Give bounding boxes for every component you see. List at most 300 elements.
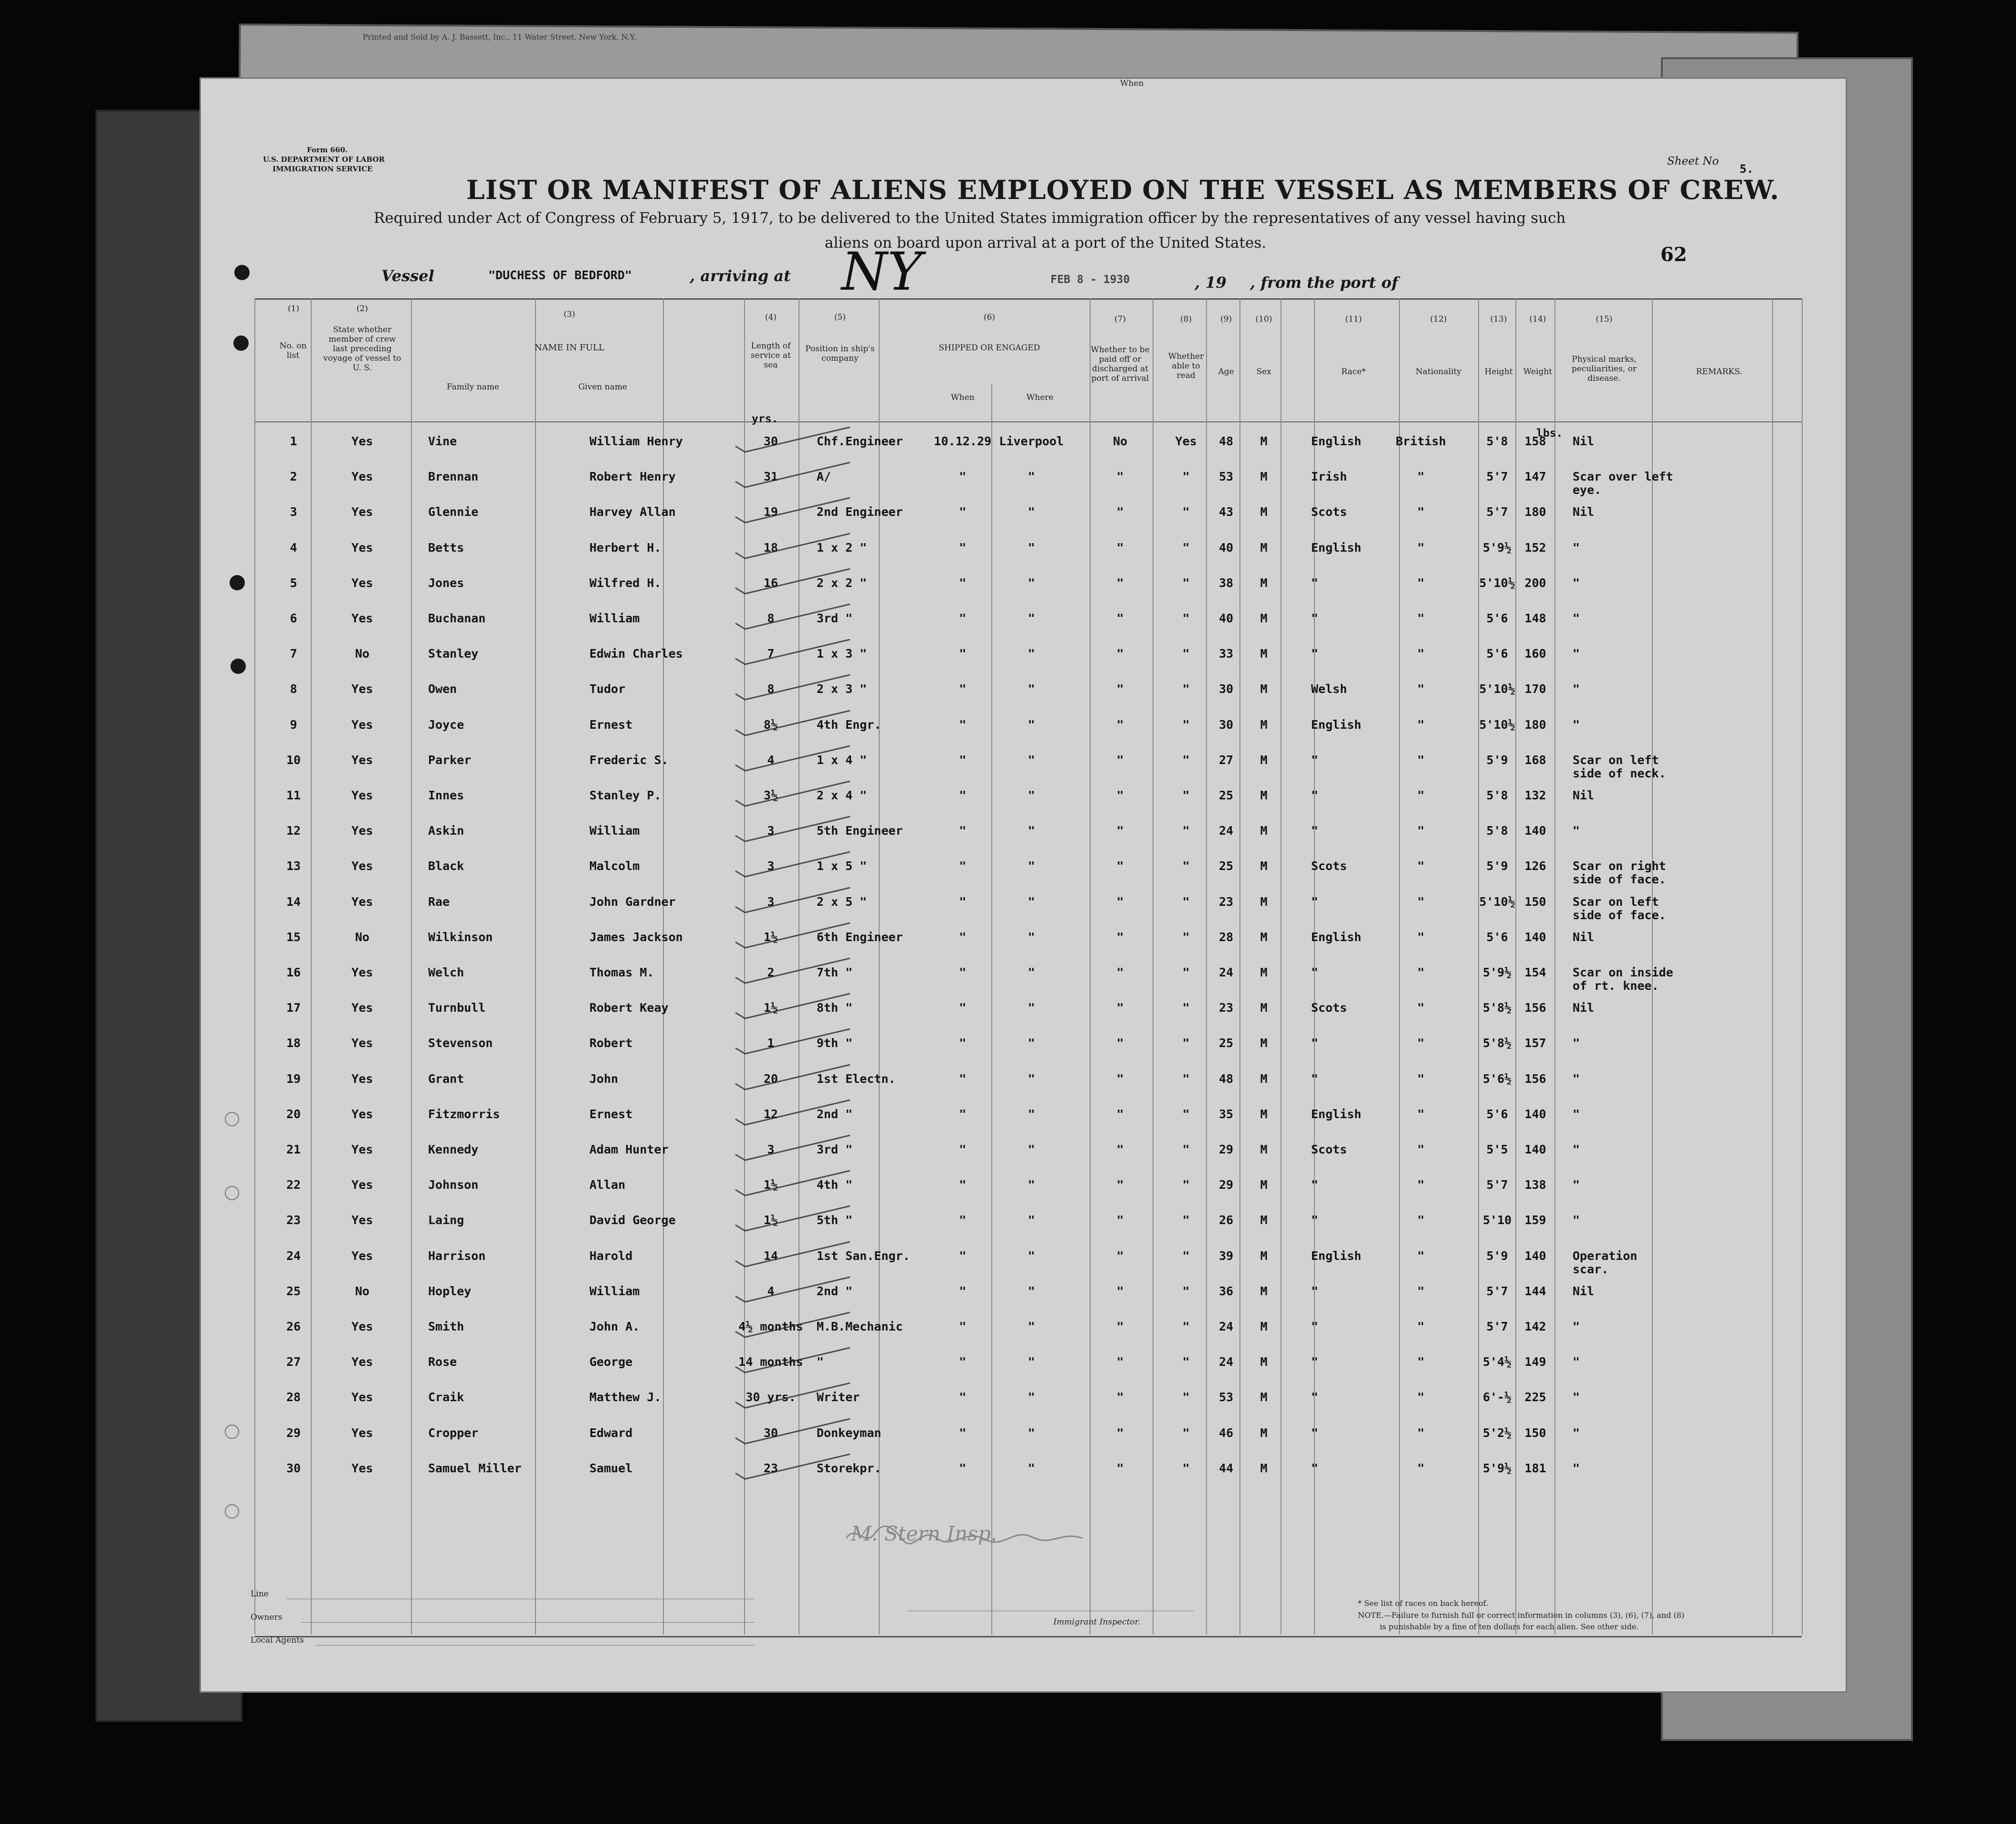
- able-to-read-cell: ": [1182, 1390, 1190, 1404]
- given-name-cell: Harvey Allan: [589, 505, 676, 519]
- race-cell: ": [1311, 895, 1319, 909]
- col-number-2: (2): [356, 304, 368, 314]
- race-cell: ": [1311, 965, 1319, 979]
- given-name-cell: Stanley P.: [589, 788, 662, 802]
- form-number: Form 660.: [307, 146, 348, 154]
- height-cell: 5'8: [1486, 434, 1508, 448]
- service-length-cell: 2: [767, 965, 775, 979]
- race-cell: Scots: [1311, 1143, 1347, 1156]
- binding-hole: [230, 575, 245, 590]
- physical-marks-cell: ": [1573, 682, 1580, 696]
- physical-marks-cell: Nil: [1573, 1284, 1595, 1298]
- age-cell: 25: [1218, 859, 1234, 873]
- given-name-cell: Frederic S.: [589, 753, 669, 767]
- age-cell: 33: [1218, 647, 1234, 660]
- weight-cell: 144: [1524, 1284, 1546, 1298]
- header-length-service: Length of service at sea: [751, 341, 791, 370]
- owners-rule: [301, 1622, 755, 1623]
- from-port-label: , from the port of: [1250, 273, 1398, 292]
- weight-cell: 140: [1524, 1107, 1546, 1121]
- nationality-cell: ": [1417, 647, 1425, 660]
- weight-cell: 140: [1524, 824, 1546, 838]
- position-cell: 3rd ": [817, 1143, 853, 1156]
- able-to-read-cell: ": [1182, 753, 1190, 767]
- nationality-cell: ": [1417, 1001, 1425, 1015]
- physical-marks-cell: Operation: [1573, 1249, 1638, 1263]
- height-cell: 5'10½: [1479, 718, 1515, 732]
- physical-marks-cell: Scar on left: [1573, 753, 1659, 767]
- nationality-cell: British: [1396, 434, 1446, 448]
- race-cell: ": [1311, 1390, 1319, 1404]
- engaged-when-cell: ": [959, 1107, 966, 1121]
- height-cell: 5'8½: [1482, 1001, 1512, 1015]
- height-cell: 5'7: [1486, 1178, 1508, 1192]
- age-cell: 48: [1218, 434, 1234, 448]
- height-cell: 5'9½: [1482, 1461, 1512, 1475]
- family-name-cell: Brennan: [428, 470, 479, 483]
- engaged-when-cell: 10.12.29: [934, 434, 992, 448]
- printer-line: Printed and Sold by A. J. Bassett, Inc., 11 Water Street, New York, N.Y.: [363, 32, 637, 42]
- engaged-when-cell: ": [959, 1001, 966, 1015]
- column-divider: [411, 298, 412, 1635]
- checkmark-stroke: [735, 746, 850, 771]
- height-cell: 5'9½: [1482, 541, 1512, 555]
- given-name-cell: Edward: [589, 1426, 633, 1440]
- checkmark-stroke: [735, 1383, 850, 1408]
- previous-voyage-cell: Yes: [351, 541, 373, 555]
- col-number-12: (12): [1430, 314, 1447, 324]
- family-name-cell: Innes: [428, 788, 464, 802]
- nationality-cell: ": [1417, 1426, 1425, 1440]
- able-to-read-cell: ": [1182, 682, 1190, 696]
- paid-off-cell: ": [1116, 1001, 1124, 1015]
- header-when-label: When: [951, 393, 975, 402]
- service-length-cell: 7: [767, 647, 775, 660]
- race-cell: Scots: [1311, 859, 1347, 873]
- nationality-cell: ": [1417, 1143, 1425, 1156]
- row-number-cell: 9: [290, 718, 297, 732]
- col-number-9: (9): [1220, 314, 1232, 324]
- date-stamp: FEB 8 - 1930: [1050, 273, 1130, 286]
- sex-cell: M: [1260, 718, 1268, 732]
- able-to-read-cell: ": [1182, 1249, 1190, 1263]
- engaged-when-cell: ": [959, 718, 966, 732]
- sex-cell: M: [1260, 930, 1268, 944]
- header-sex: Sex: [1256, 367, 1271, 377]
- checkmark-stroke: [735, 1312, 850, 1337]
- height-cell: 5'6: [1486, 611, 1508, 625]
- header-given-name: Given name: [578, 382, 628, 392]
- physical-marks-line2-cell: scar.: [1573, 1262, 1609, 1276]
- able-to-read-cell: ": [1182, 1213, 1190, 1227]
- physical-marks-cell: ": [1573, 824, 1580, 838]
- owners-label: Owners: [251, 1613, 283, 1622]
- col-number-3: (3): [563, 310, 576, 319]
- paid-off-cell: ": [1116, 788, 1124, 802]
- col-number-13: (13): [1490, 314, 1507, 324]
- position-cell: 1 x 2 ": [817, 541, 867, 555]
- column-divider: [663, 298, 664, 1635]
- paid-off-cell: ": [1116, 1284, 1124, 1298]
- nationality-cell: ": [1417, 965, 1425, 979]
- able-to-read-cell: ": [1182, 1036, 1190, 1050]
- checkmark-stroke: [735, 1419, 850, 1444]
- engaged-where-cell: ": [1028, 824, 1035, 838]
- family-name-cell: Fitzmorris: [428, 1107, 500, 1121]
- race-cell: English: [1311, 1249, 1362, 1263]
- paid-off-cell: ": [1116, 470, 1124, 483]
- service-length-cell: 12: [763, 1107, 778, 1121]
- able-to-read-cell: ": [1182, 1461, 1190, 1475]
- given-name-cell: Adam Hunter: [589, 1143, 669, 1156]
- paid-off-cell: ": [1116, 859, 1124, 873]
- binding-hole: [225, 1186, 239, 1200]
- sex-cell: M: [1260, 1284, 1268, 1298]
- signature-text: M. Stern Insp.: [851, 1522, 998, 1545]
- given-name-cell: Ernest: [589, 718, 633, 732]
- previous-voyage-cell: No: [355, 1284, 370, 1298]
- col-number-15: (15): [1596, 314, 1613, 324]
- previous-voyage-cell: Yes: [351, 1390, 373, 1404]
- family-name-cell: Vine: [428, 434, 457, 448]
- given-name-cell: John A.: [589, 1320, 640, 1333]
- column-divider: [1802, 298, 1803, 1635]
- nationality-cell: ": [1417, 541, 1425, 555]
- physical-marks-cell: Nil: [1573, 505, 1595, 519]
- engaged-where-cell: ": [1028, 611, 1035, 625]
- able-to-read-cell: ": [1182, 859, 1190, 873]
- height-cell: 5'8½: [1482, 1036, 1512, 1050]
- physical-marks-cell: ": [1573, 1107, 1580, 1121]
- engaged-when-cell: ": [959, 1249, 966, 1263]
- paid-off-cell: ": [1116, 718, 1124, 732]
- position-cell: 3rd ": [817, 611, 853, 625]
- position-cell: 8th ": [817, 1001, 853, 1015]
- engaged-where-cell: ": [1028, 1426, 1035, 1440]
- service-length-cell: 3½: [763, 788, 778, 802]
- checkmark-stroke: [735, 994, 853, 1018]
- checkmark-stroke: [735, 1100, 853, 1125]
- paid-off-cell: ": [1116, 895, 1124, 909]
- physical-marks-cell: Scar over left: [1573, 470, 1673, 483]
- vessel-label: Vessel: [381, 267, 434, 285]
- family-name-cell: Jones: [428, 576, 464, 590]
- subtitle-line-1: Required under Act of Congress of February 5, 1917, to be delivered to the United States immigration officer by the representatives of any vessel having such: [374, 210, 1566, 227]
- checkmark-stroke: [735, 1029, 853, 1054]
- engaged-where-cell: ": [1028, 1320, 1035, 1333]
- engaged-when-cell: ": [959, 1355, 966, 1369]
- checkmark-stroke: [735, 1348, 850, 1373]
- service-length-cell: 18: [763, 541, 778, 555]
- height-cell: 5'10: [1482, 1213, 1512, 1227]
- previous-voyage-cell: Yes: [351, 1213, 373, 1227]
- service-length-cell: 16: [763, 576, 778, 590]
- service-length-cell: 20: [763, 1072, 778, 1086]
- inspector-signature: [841, 1519, 1090, 1552]
- height-cell: 5'6: [1486, 1107, 1508, 1121]
- engaged-where-cell: ": [1028, 647, 1035, 660]
- race-cell: ": [1311, 1284, 1319, 1298]
- engaged-when-cell: ": [959, 541, 966, 555]
- checkmark-stroke: [735, 604, 853, 629]
- service-length-cell: 1½: [763, 1001, 778, 1015]
- header-paid-off: Whether to be paid off or discharged at port of arrival: [1091, 345, 1150, 383]
- engaged-when-cell: ": [959, 788, 966, 802]
- able-to-read-cell: ": [1182, 1107, 1190, 1121]
- position-cell: 5th ": [817, 1213, 853, 1227]
- service-length-cell: 3: [767, 895, 775, 909]
- weight-cell: 156: [1524, 1072, 1546, 1086]
- height-cell: 5'6: [1486, 647, 1508, 660]
- height-cell: 5'10½: [1479, 895, 1515, 909]
- physical-marks-line2-cell: side of neck.: [1573, 766, 1666, 780]
- engaged-when-cell: ": [959, 576, 966, 590]
- row-number-cell: 26: [286, 1320, 301, 1333]
- weight-cell: 159: [1524, 1213, 1546, 1227]
- engaged-when-cell: ": [959, 470, 966, 483]
- engaged-where-cell: ": [1028, 1072, 1035, 1086]
- nationality-cell: ": [1417, 718, 1425, 732]
- col-number-10: (10): [1255, 314, 1272, 324]
- col-number-7: (7): [1114, 314, 1126, 324]
- weight-cell: 157: [1524, 1036, 1546, 1050]
- race-cell: ": [1311, 1213, 1319, 1227]
- unit-years: yrs.: [752, 413, 778, 425]
- paid-off-cell: ": [1116, 647, 1124, 660]
- penalty-note-1: NOTE.—Failure to furnish full or correct information in columns (3), (6), (7), and (8): [1358, 1611, 1685, 1620]
- able-to-read-cell: ": [1182, 718, 1190, 732]
- family-name-cell: Johnson: [428, 1178, 479, 1192]
- checkmark-stroke: [735, 1135, 853, 1160]
- nationality-cell: ": [1417, 1355, 1425, 1369]
- sex-cell: M: [1260, 1355, 1268, 1369]
- previous-voyage-cell: Yes: [351, 434, 373, 448]
- previous-voyage-cell: Yes: [351, 859, 373, 873]
- row-number-cell: 1: [290, 434, 297, 448]
- previous-voyage-cell: Yes: [351, 1355, 373, 1369]
- header-physical-marks: Physical marks, peculiarities, or disease.: [1571, 355, 1637, 383]
- binding-hole: [225, 1425, 239, 1439]
- previous-voyage-cell: Yes: [351, 1249, 373, 1263]
- physical-marks-cell: Scar on left: [1573, 895, 1659, 909]
- physical-marks-line2-cell: side of face.: [1573, 872, 1666, 886]
- sheet-number: 5.: [1740, 162, 1754, 176]
- given-name-cell: David George: [589, 1213, 676, 1227]
- row-number-cell: 22: [286, 1178, 301, 1192]
- paid-off-cell: ": [1116, 1107, 1124, 1121]
- weight-cell: 180: [1524, 718, 1546, 732]
- engaged-when-cell: ": [959, 1036, 966, 1050]
- paid-off-cell: No: [1113, 434, 1128, 448]
- previous-voyage-cell: Yes: [351, 753, 373, 767]
- family-name-cell: Samuel Miller: [428, 1461, 522, 1475]
- engaged-when-cell: ": [959, 930, 966, 944]
- sex-cell: M: [1260, 576, 1268, 590]
- race-cell: ": [1311, 824, 1319, 838]
- previous-voyage-cell: Yes: [351, 788, 373, 802]
- position-cell: Writer: [817, 1390, 860, 1404]
- position-cell: M.B.Mechanic: [817, 1320, 903, 1333]
- header-weight: Weight: [1523, 367, 1553, 377]
- row-number-cell: 30: [286, 1461, 301, 1475]
- race-cell: Scots: [1311, 505, 1347, 519]
- physical-marks-cell: ": [1573, 1390, 1580, 1404]
- height-cell: 5'4½: [1482, 1355, 1512, 1369]
- family-name-cell: Rose: [428, 1355, 457, 1369]
- paid-off-cell: ": [1116, 1426, 1124, 1440]
- engaged-where-cell: ": [1028, 753, 1035, 767]
- engaged-when-cell: ": [959, 965, 966, 979]
- previous-voyage-cell: Yes: [351, 1001, 373, 1015]
- weight-cell: 200: [1524, 576, 1546, 590]
- given-name-cell: Edwin Charles: [589, 647, 683, 660]
- able-to-read-cell: ": [1182, 788, 1190, 802]
- family-name-cell: Black: [428, 859, 464, 873]
- engaged-where-cell: ": [1028, 965, 1035, 979]
- column-divider: [1515, 298, 1516, 1635]
- able-to-read-cell: ": [1182, 647, 1190, 660]
- previous-voyage-cell: Yes: [351, 1036, 373, 1050]
- family-name-cell: Grant: [428, 1072, 464, 1086]
- engaged-where-cell: ": [1028, 505, 1035, 519]
- column-divider: [1399, 298, 1400, 1635]
- row-number-cell: 14: [286, 895, 301, 909]
- service-length-cell: 3: [767, 1143, 775, 1156]
- nationality-cell: ": [1417, 1249, 1425, 1263]
- nationality-cell: ": [1417, 1072, 1425, 1086]
- binding-hole: [225, 1112, 239, 1126]
- weight-cell: 225: [1524, 1390, 1546, 1404]
- sex-cell: M: [1260, 788, 1268, 802]
- position-cell: 6th Engineer: [817, 930, 903, 944]
- position-cell: 1 x 5 ": [817, 859, 867, 873]
- weight-cell: 156: [1524, 1001, 1546, 1015]
- paid-off-cell: ": [1116, 1178, 1124, 1192]
- engaged-where-cell: ": [1028, 682, 1035, 696]
- header-position: Position in ship's company: [805, 344, 875, 363]
- age-cell: 28: [1218, 930, 1234, 944]
- service-length-cell: 14: [763, 1249, 778, 1263]
- engaged-where-cell: ": [1028, 1001, 1035, 1015]
- given-name-cell: John: [589, 1072, 619, 1086]
- given-name-cell: Robert Keay: [589, 1001, 669, 1015]
- able-to-read-cell: ": [1182, 541, 1190, 555]
- race-cell: ": [1311, 611, 1319, 625]
- header-member-prev-voyage: State whether member of crew last preceding voyage of vessel to U. S.: [323, 325, 401, 373]
- checkmark-stroke: [735, 498, 850, 523]
- family-name-cell: Harrison: [428, 1249, 486, 1263]
- family-name-cell: Turnbull: [428, 1001, 486, 1015]
- sex-cell: M: [1260, 1072, 1268, 1086]
- race-cell: ": [1311, 1426, 1319, 1440]
- weight-cell: 132: [1524, 788, 1546, 802]
- able-to-read-cell: ": [1182, 965, 1190, 979]
- engaged-where-cell: ": [1028, 1143, 1035, 1156]
- age-cell: 26: [1218, 1213, 1234, 1227]
- service-length-cell: 1½: [763, 930, 778, 944]
- family-name-cell: Owen: [428, 682, 457, 696]
- checkmark-stroke: [735, 1065, 850, 1090]
- age-cell: 24: [1218, 1320, 1234, 1333]
- engaged-when-cell: ": [959, 1178, 966, 1192]
- weight-cell: 140: [1524, 1249, 1546, 1263]
- nationality-cell: ": [1417, 859, 1425, 873]
- row-number-cell: 18: [286, 1036, 301, 1050]
- height-cell: 5'8: [1486, 824, 1508, 838]
- header-age: Age: [1218, 367, 1234, 377]
- service-length-cell: 19: [763, 505, 778, 519]
- given-name-cell: William Henry: [589, 434, 683, 448]
- previous-voyage-cell: Yes: [351, 1143, 373, 1156]
- engaged-when-cell: ": [959, 1461, 966, 1475]
- nationality-cell: ": [1417, 1284, 1425, 1298]
- given-name-cell: Allan: [589, 1178, 626, 1192]
- paid-off-cell: ": [1116, 1355, 1124, 1369]
- manifest-sheet: Form 660. U.S. DEPARTMENT OF LABOR IMMIGRATION SERVICE LIST OR MANIFEST OF ALIENS EMPLOYED ON THE VESSEL AS MEMBERS OF CREW. Sheet No 5. Required under Act of Congress of February 5, 1917, to be delivered to the United States immigration officer by the representatives of any vessel having such aliens on board upon arrival at a port of the United States. 62 Vessel "DUCHESS OF BEDFORD" , arriving at NY FEB 8 - 1930 , 19 , from the port of (1) (2) (3) (4) (5) (6) (7) (8) (9) (10) (11) (12) (13) (14) (15) No. on list State whether member of crew last preceding voyage of vessel to U. S. NAME IN FULL Family name Given name Length of service at sea Position in ship's company SHIPPED OR ENGAGED When When Where Whether to be paid off or discharged at port of arrival Whether able to read Age Sex Race* Nationality Height Weight Physical marks, peculiarities, or disease. REMARKS. yrs. lbs. 1 Yes Vine William Henry 30 Chf.Engineer 10.12.29 Liverpool No Yes 48 M English British 5'8 158 Nil 2 Yes Brennan Robert Henry 31 A/ " " " " 53 M Irish " 5'7 147 Scar over left eye. 3 Yes Glennie Harvey Allan 19 2nd Engineer " " " " 43 M Scots " 5'7 180 Nil 4 Yes Betts Herbert H. 18 1 x 2 " " " " " 40 M English " 5'9½ 152 " 5 Yes Jones Wilfred H. 16 2 x 2 " " " " " 38 M " " 5'10½ 200 " 6 Yes Buchanan William 8 3rd " " " " " 40 M " " 5'6 148 " 7 No Stanley Edwin Charles 7 1 x 3 " " " " " 33 M " " 5'6 160 " 8 Yes Owen Tudor 8 2 x 3 " " " " " 30 M Welsh " 5'10½ 170 " 9 Yes Joyce Ernest 8½ 4th Engr. " " " " 30 M English " 5'10½ 180 " 10 Yes Parker Frederic S. 4 1 x 4 " " " " " 27 M " " 5'9 168 Scar on left side of neck. 11 Yes Innes Stanley P. 3½ 2 x 4 " " " " " 25 M " " 5'8 132 Nil 12 Yes Askin William 3 5th Engineer " " " " 24 M " " 5'8 140 " 13 Yes Black Malcolm 3 1 x 5 " " " " " 25 M Scots " 5'9 126 Scar on right side of face. 14 Yes Rae John Gardner 3 2 x 5 " " " " " 23 M " " 5'10½ 150 Scar on left side of face. 15 No Wilkinson James Jackson 1½ 6th Engineer " " " " 28 M English " 5'6 140 Nil 16 Yes Welch Thomas M. 2 7th " " " " " 24 M " " 5'9½ 154 Scar on inside of rt. knee. 17 Yes Turnbull Robert Keay 1½ 8th " " " " " 23 M Scots " 5'8½ 156 Nil 18 Yes Stevenson Robert 1 9th " " " " " 25 M " " 5'8½ 157 " 19 Yes Grant John 20 1st Electn. " " " " 48 M " " 5'6½ 156 " 20 Yes Fitzmorris Ernest 12 2nd " " " " " 35 M English " 5'6 140 " 21 Yes Kennedy Adam Hunter 3 3rd " " " " " 29 M Scots " 5'5 140 " 22 Yes Johnson Allan 1½ 4th " " " " " 29 M " " 5'7 138 " 23 Yes Laing David George 1½ 5th " " " " " 26 M " " 5'10 159 " 24 Yes Harrison Harold 14 1st San.Engr. " " " " 39 M English " 5'9 140 Operation scar. 25 No Hopley William 4 2nd " " " " " 36 M " " 5'7 144 Nil 26 Yes Smith John A. 4½ months M.B.Mechanic " " " " 24 M " " 5'7 142 " 27 Yes Rose George 14 months " " " " " 24 M " " 5'4½ 149 " 28 Yes Craik Matthew J. 30 yrs. Writer " " " " 53 M " " 6'-½ 225 " 29 Yes Cropper Edward 30 Donkeyman " " " " 46 M " " 5'2½ 150 " 30 Yes Samuel Miller Samuel 23 Storekpr. " " " " 44 M " " 5'9½ 181 " M. Stern Insp. Line Owners Local Agents Immigrant Inspector. * See list of races on back hereof. NOTE.—Failure to furnish full or correct information in columns (3), (6), (7), and (8) is punishable by a fine of ten dollars for each alien. See other side.: [200, 77, 1847, 1693]
- weight-cell: 170: [1524, 682, 1546, 696]
- able-to-read-cell: ": [1182, 470, 1190, 483]
- checkmark-stroke: [735, 888, 850, 912]
- line-label: Line: [251, 1589, 269, 1599]
- previous-voyage-cell: Yes: [351, 1320, 373, 1333]
- position-cell: 5th Engineer: [817, 824, 903, 838]
- paid-off-cell: ": [1116, 1143, 1124, 1156]
- weight-cell: 149: [1524, 1355, 1546, 1369]
- sex-cell: M: [1260, 611, 1268, 625]
- physical-marks-cell: ": [1573, 1072, 1580, 1086]
- family-name-cell: Wilkinson: [428, 930, 493, 944]
- service-length-cell: 4: [767, 1284, 775, 1298]
- height-cell: 5'7: [1486, 1320, 1508, 1333]
- row-number-cell: 29: [286, 1426, 301, 1440]
- binding-hole: [225, 1504, 239, 1519]
- nationality-cell: ": [1417, 824, 1425, 838]
- column-divider: [1206, 298, 1207, 1635]
- agents-rule: [315, 1645, 755, 1646]
- engaged-when-cell: ": [959, 895, 966, 909]
- position-cell: 2nd ": [817, 1107, 853, 1121]
- paid-off-cell: ": [1116, 1036, 1124, 1050]
- column-divider: [311, 298, 312, 1635]
- paid-off-cell: ": [1116, 1213, 1124, 1227]
- col-number-8: (8): [1180, 314, 1192, 324]
- age-cell: 24: [1218, 965, 1234, 979]
- service-length-cell: 4: [767, 753, 775, 767]
- given-name-cell: Samuel: [589, 1461, 633, 1475]
- race-cell: Irish: [1311, 470, 1347, 483]
- col-number-11: (11): [1345, 314, 1362, 324]
- given-name-cell: Malcolm: [589, 859, 640, 873]
- service-length-cell: 30: [763, 434, 778, 448]
- position-cell: ": [817, 1355, 824, 1369]
- able-to-read-cell: ": [1182, 930, 1190, 944]
- service-length-cell: 8½: [763, 718, 778, 732]
- checkmark-stroke: [735, 1454, 850, 1479]
- checkmark-stroke: [735, 817, 850, 841]
- row-number-cell: 2: [290, 470, 297, 483]
- able-to-read-cell: Yes: [1175, 434, 1197, 448]
- agents-label: Local Agents: [251, 1635, 304, 1645]
- previous-voyage-cell: No: [355, 930, 370, 944]
- given-name-cell: Ernest: [589, 1107, 633, 1121]
- service-name: IMMIGRATION SERVICE: [273, 165, 373, 173]
- row-number-cell: 10: [286, 753, 301, 767]
- unit-lbs: lbs.: [1536, 427, 1563, 440]
- engaged-where-cell: ": [1028, 1390, 1035, 1404]
- height-cell: 5'2½: [1482, 1426, 1512, 1440]
- height-cell: 5'10½: [1479, 576, 1515, 590]
- engaged-when-cell: ": [959, 1320, 966, 1333]
